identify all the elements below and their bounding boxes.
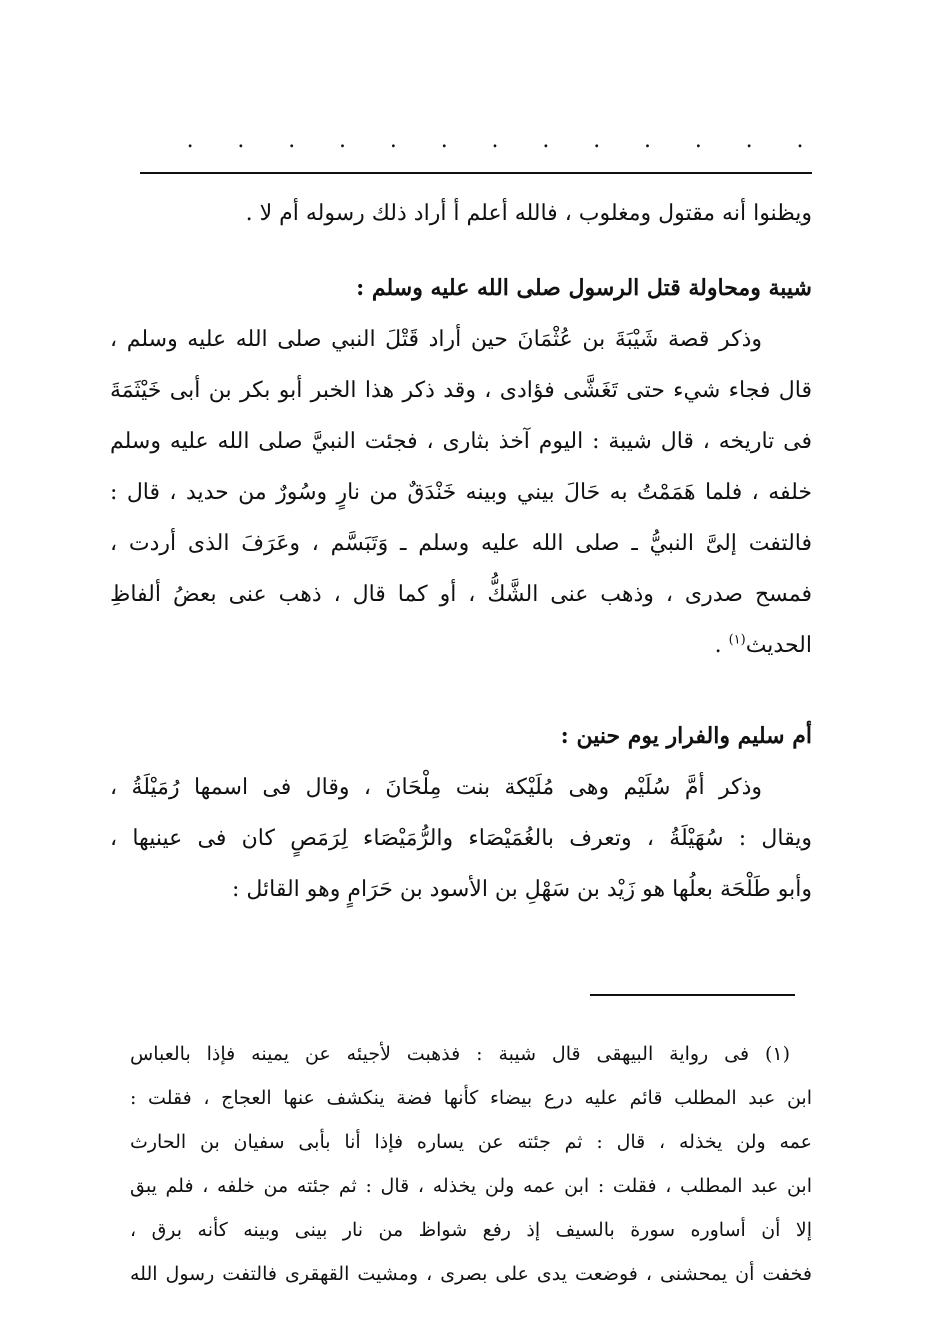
spacer [110, 239, 812, 263]
spacer [110, 671, 812, 711]
paragraph-line: وذكر أمَّ سُلَيْم وهى مُلَيْكة بنت مِلْحَانَ ، وقال فى اسمها رُمَيْلَةُ ، [110, 775, 762, 800]
footnote-line: ابن عبد المطلب قائم عليه درع بيضاء كأنها فضة ينكشف عنها العجاج ، فقلت : [130, 1087, 812, 1109]
header-dot: . [644, 128, 652, 153]
paragraph-line-end: . [714, 633, 729, 658]
section-heading-umm-sulaym: أم سليم والفرار يوم حنين : [560, 723, 812, 749]
paragraph-line: فى تاريخه ، قال شيبة : اليوم آخذ بثارى ، فجئت النبيَّ صلى الله عليه وسلم [110, 429, 812, 454]
header-dot: . [542, 128, 550, 153]
paragraph-line-text: الحديث [745, 633, 812, 658]
paragraph-line: ويقال : سُهَيْلَةُ ، وتعرف بالغُمَيْصَاء والرُّمَيْصَاء لِرَمَصٍ كان فى عينيها ، [110, 826, 812, 851]
main-text [110, 188, 812, 915]
paragraph-line: خلفه ، فلما هَمَمْتُ به حَالَ بيني وبينه خَنْدَقٌ من نارٍ وسُورٌ من حديد ، قال : [110, 480, 812, 505]
header-dots [185, 130, 805, 152]
footnote-line: فخفت أن يمحشنى ، فوضعت يدى على بصرى ، ومشيت القهقرى فالتفت رسول الله [130, 1263, 812, 1285]
header-dot: . [237, 128, 245, 153]
header-dot: . [339, 128, 347, 153]
header-dot: . [186, 128, 194, 153]
footnote-separator [590, 994, 795, 996]
section-heading-shaiba: شيبة ومحاولة قتل الرسول صلى الله عليه وسلم : [356, 275, 812, 301]
paragraph-line: وذكر قصة شَيْبَةَ بن عُثْمَانَ حين أراد قَتْلَ النبي صلى الله عليه وسلم ، [110, 327, 762, 352]
header-dot: . [288, 128, 296, 153]
header-dot: . [796, 128, 804, 153]
intro-line: ويظنوا أنه مقتول ومغلوب ، فالله أعلم أ أراد ذلك رسوله أم لا . [245, 201, 812, 226]
footnote-marker[interactable]: (١) [728, 632, 746, 648]
header-dot: . [593, 128, 601, 153]
paragraph-line: فمسح صدرى ، وذهب عنى الشَّكُّ ، أو كما قال ، ذهب عنى بعضُ ألفاظِ [110, 582, 812, 607]
paragraph-line: فالتفت إلىَّ النبيُّ ـ صلى الله عليه وسلم ـ وَتَبَسَّم ، وعَرَفَ الذى أردت ، [110, 531, 812, 556]
header-rule [140, 172, 812, 174]
footnote-line: إلا أن أساوره سورة بالسيف إذ رفع شواظ من نار بينى وبينه كأنه برق ، [130, 1219, 812, 1241]
header-dot: . [694, 128, 702, 153]
footnote-line: (١) فى رواية البيهقى قال شيبة : فذهبت لأجيئه عن يمينه فإذا بالعباس [130, 1043, 790, 1065]
header-dot: . [389, 128, 397, 153]
footnote-line: ابن عبد المطلب ، فقلت : ابن عمه ولن يخذله ، قال : ثم جئته من خلفه ، فلم يبق [130, 1175, 812, 1197]
paragraph-line: قال فجاء شيء حتى تَغَشَّى فؤادى ، وقد ذكر هذا الخبر أبو بكر بن أبى خَيْثَمَةَ [110, 378, 812, 403]
footnotes [130, 1032, 812, 1296]
paragraph-last-line [110, 620, 812, 671]
footnote-line: عمه ولن يخذله ، قال : ثم جئته عن يساره فإذا أنا بأبى سفيان بن الحارث [130, 1131, 812, 1153]
paragraph-line: وأبو طَلْحَة بعلُها هو زَيْد بن سَهْلِ بن الأسود بن حَرَامٍ وهو القائل : [231, 877, 812, 902]
header-dot: . [745, 128, 753, 153]
header-dot: . [491, 128, 499, 153]
header-dot: . [440, 128, 448, 153]
